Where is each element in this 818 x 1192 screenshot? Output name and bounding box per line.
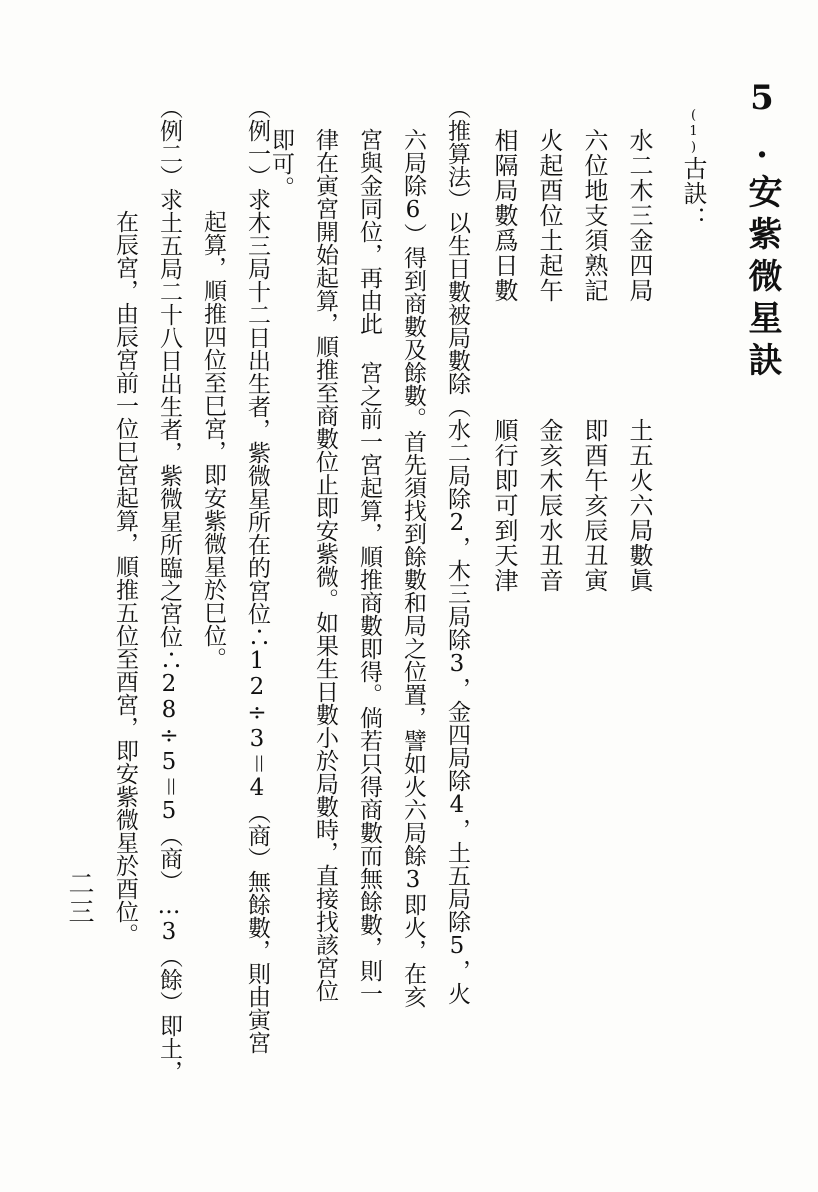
method-line-5: 即可。 xyxy=(268,128,294,200)
example1-line-2: 起算，順推四位至巳宮，即安紫微星於巳位。 xyxy=(200,210,226,670)
verse-line-4b: 順行即可到天津 xyxy=(490,418,518,593)
verse-line-1b: 土五火六局數眞 xyxy=(625,418,653,593)
verse-line-3a: 火起酉位土起午 xyxy=(535,128,563,303)
example2-line-1: （例二）求土五局二十八日出生者，紫微星所臨之宮位∴28÷5＝5（商）…3（餘）即土， xyxy=(156,96,182,1083)
method-line-4: 律在寅宮開始起算，順推至商數位止即安紫微。如果生日數小於局數時，直接找該宮位 xyxy=(312,128,338,1002)
method-line-1: （推算法）以生日數被局數除（水二局除2，木三局除3，金四局除4，土五局除5，火 xyxy=(444,96,470,1005)
subsection-mark: (1) xyxy=(686,108,701,156)
section-title: 5.安紫微星訣 xyxy=(742,78,782,384)
verse-line-3b: 金亥木辰水丑音 xyxy=(535,418,563,593)
example1-line-1: （例一）求木三局十二日出生者，紫微星所在的宮位∴12÷3＝4（商）無餘數，則由寅宮 xyxy=(244,96,270,1054)
verse-line-2a: 六位地支須熟記 xyxy=(580,128,608,303)
verse-line-1a: 水二木三金四局 xyxy=(625,128,653,303)
page-number: 二三 xyxy=(64,870,94,926)
verse-line-4a: 相隔局數爲日數 xyxy=(490,128,518,303)
subsection-heading xyxy=(676,108,710,231)
example2-line-2: 在辰宮，由辰宮前一位巳宮起算，順推五位至酉宮，即安紫微星於酉位。 xyxy=(112,210,138,946)
subsection-label: 古訣： xyxy=(679,156,707,231)
verse-line-2b: 即酉午亥辰丑寅 xyxy=(580,418,608,593)
method-line-3: 宮與金同位，再由此 宮之前一宮起算，順推商數即得。倘若只得商數而無餘數，則一 xyxy=(356,128,382,1005)
method-line-2: 六局除6）得到商數及餘數。首先須找到餘數和局之位置，譬如火六局餘3即火，在亥 xyxy=(400,128,426,1008)
